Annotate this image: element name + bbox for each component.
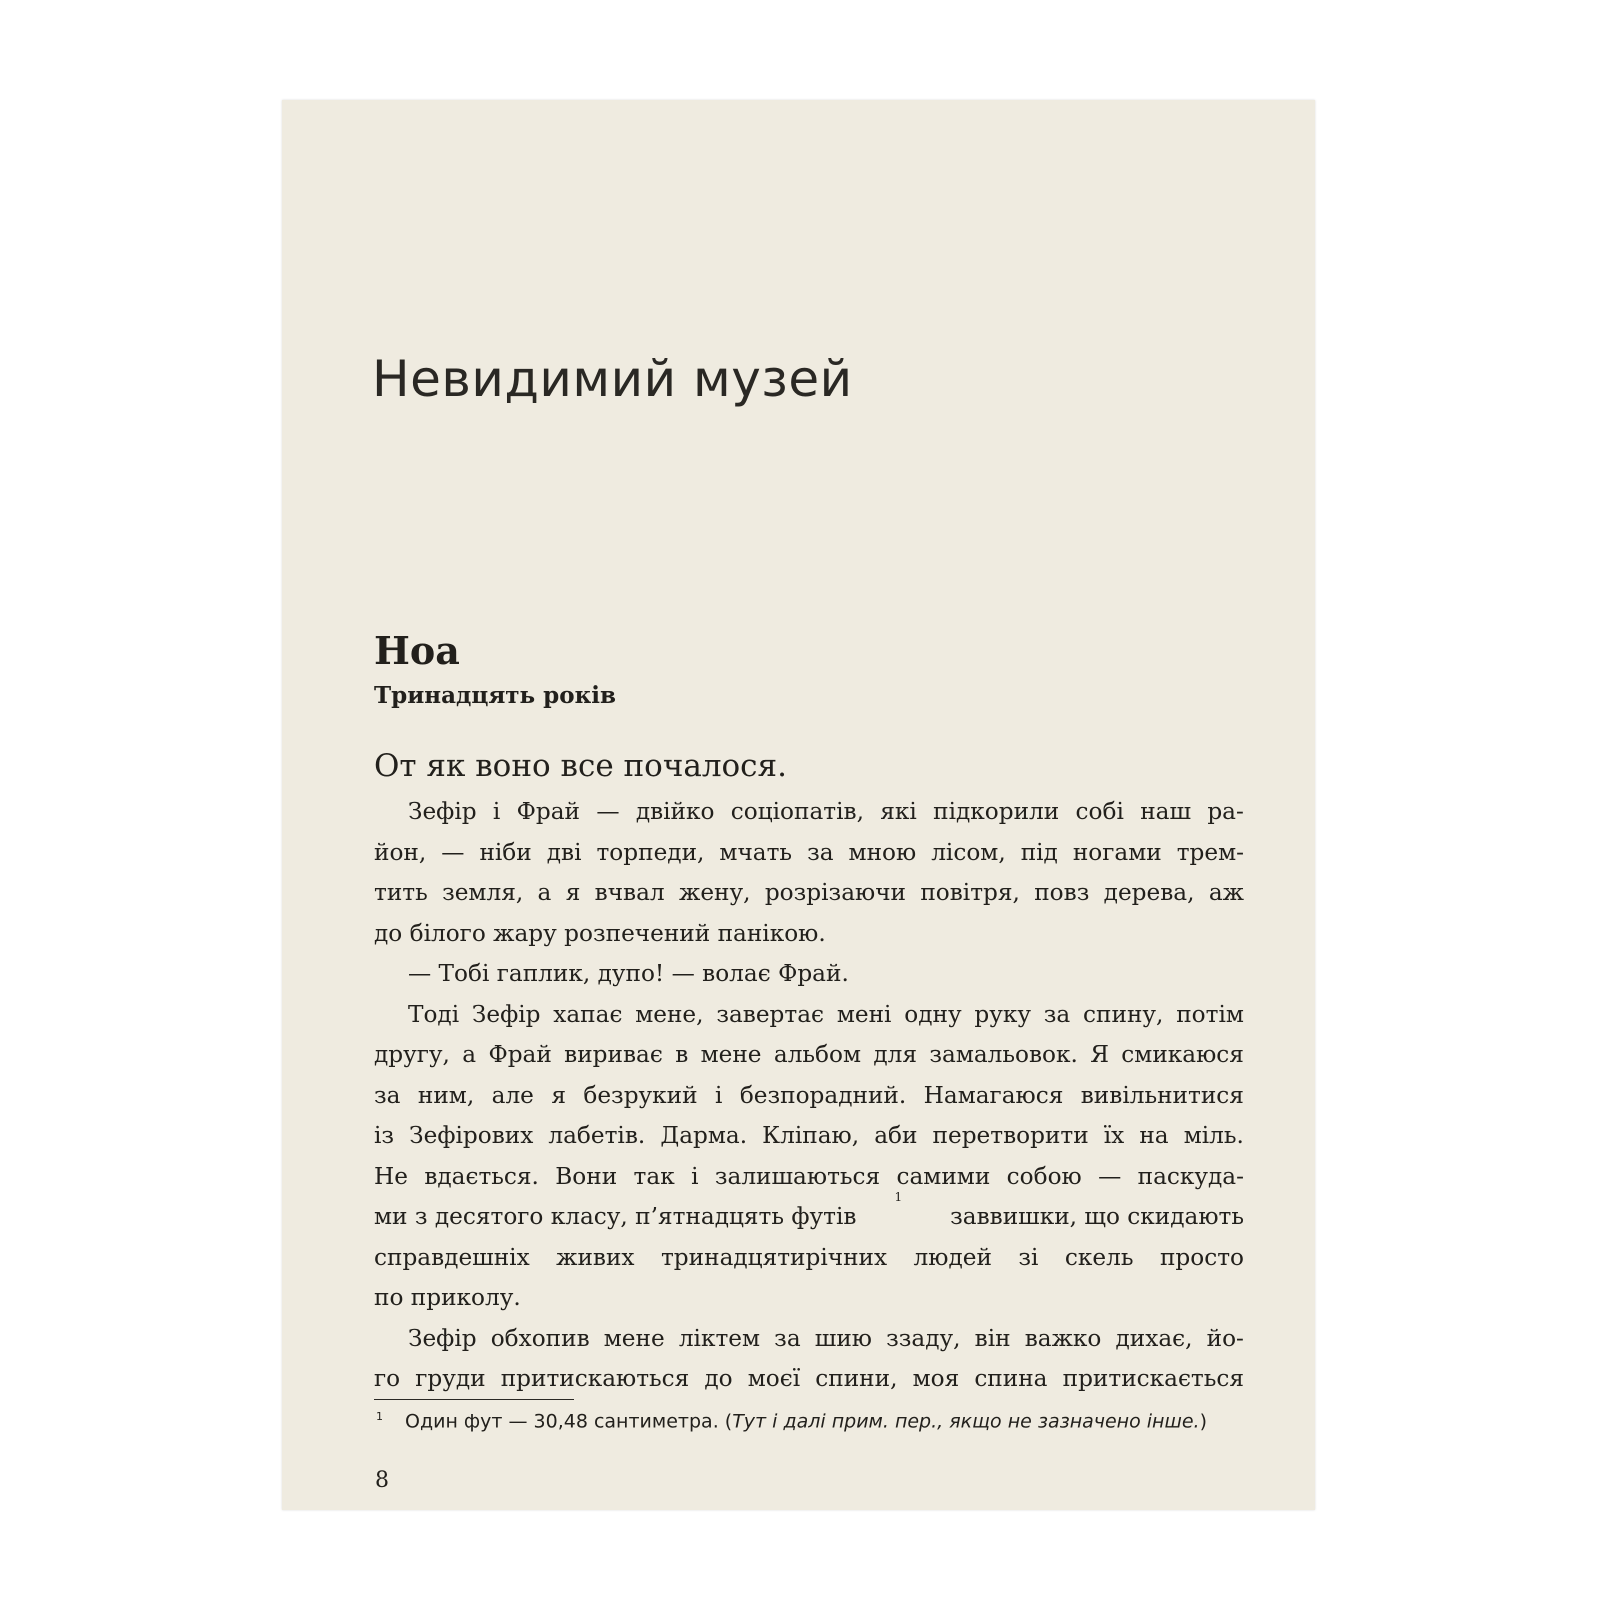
footnote-text: Один фут — 30,48 сантиметра. (	[405, 1410, 733, 1433]
footnote-divider	[374, 1399, 574, 1400]
text-line: за ним, але я безрукий і безпорадний. Намагаюся вивільнитися	[374, 1081, 1244, 1109]
footnote-number: 1	[376, 1410, 383, 1423]
text-segment: заввишки, що скидають	[950, 1203, 1244, 1230]
text-line: йон, — ніби дві торпеди, мчать за мною лісом, під ногами трем-	[374, 838, 1244, 866]
text-line: Зефір і Фрай — двійко соціопатів, які підкорили собі наш ра-	[408, 798, 1244, 825]
book-page	[282, 100, 1315, 1510]
text-line: Тоді Зефір хапає мене, завертає мені одну руку за спину, потім	[408, 1000, 1244, 1028]
text-line: по приколу.	[374, 1284, 521, 1311]
lead-line: От як воно все почалося.	[374, 748, 787, 784]
character-name: Ноа	[374, 628, 460, 673]
text-line: го груди притискаються до моєї спини, моя спина притискається	[374, 1365, 1244, 1392]
text-line: Не вдається. Вони так і залишаються самими собою — паскуда-	[374, 1162, 1244, 1190]
text-line: тить земля, а я вчвал жену, розрізаючи повітря, повз дерева, аж	[374, 879, 1244, 906]
page-number: 8	[375, 1468, 389, 1493]
text-segment: ми з десятого класу, п’ятнадцять футів	[374, 1203, 857, 1230]
text-line: із Зефірових лабетів. Дарма. Кліпаю, аби перетворити їх на міль.	[374, 1122, 1244, 1149]
text-line: Зефір обхопив мене ліктем за шию ззаду, він важко дихає, йо-	[408, 1324, 1244, 1352]
footnote-marker: 1	[894, 1190, 903, 1204]
body-text	[374, 792, 1244, 1400]
footnote	[376, 1410, 1256, 1432]
footnote-close: )	[1199, 1410, 1208, 1433]
text-line: — Тобі гаплик, дупо! — волає Фрай.	[408, 960, 849, 987]
text-line: справдешніх живих тринадцятирічних людей зі скель просто	[374, 1243, 1244, 1271]
text-line: до білого жару розпечений панікою.	[374, 919, 826, 947]
text-line: другу, а Фрай вириває в мене альбом для замальовок. Я смикаюся	[374, 1041, 1244, 1068]
text-line-with-footnote	[374, 1190, 1244, 1238]
footnote-italic-text: Тут і далі прим. пер., якщо не зазначено інше.	[732, 1410, 1200, 1433]
character-age: Тринадцять років	[374, 682, 616, 709]
chapter-title: Невидимий музей	[372, 350, 853, 408]
